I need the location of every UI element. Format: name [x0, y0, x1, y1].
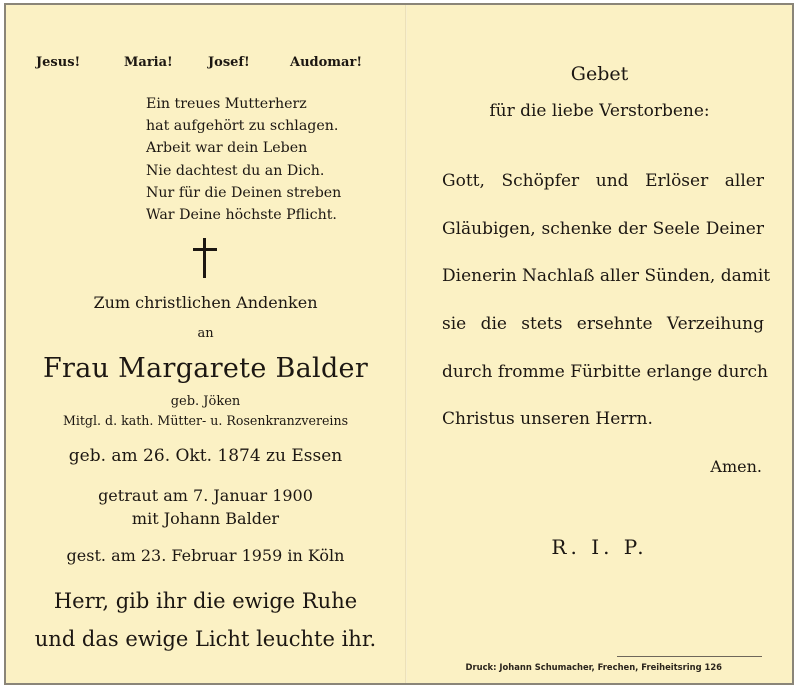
verse-line: hat aufgehört zu schlagen.	[146, 118, 339, 135]
right-panel	[407, 5, 792, 683]
prayer-line: Dienerin Nachlaß aller Sünden, damit	[442, 266, 771, 287]
death-info: gest. am 23. Februar 1959 in Köln	[66, 546, 345, 565]
spouse-info: mit Johann Balder	[131, 509, 280, 528]
latin-cross-icon	[193, 238, 217, 278]
prayer-title: Gebet	[570, 63, 629, 85]
amen: Amen.	[710, 457, 762, 476]
verse	[146, 93, 341, 226]
remembrance-heading: Zum christlichen Andenken	[93, 293, 318, 312]
prayer-line: Gott, Schöpfer und Erlöser aller	[442, 171, 764, 191]
prayer-text	[442, 158, 771, 444]
maiden-name: geb. Jöken	[170, 394, 241, 409]
an-text: an	[197, 326, 214, 341]
invocation-maria: Maria!	[124, 55, 173, 70]
birth-info: geb. am 26. Okt. 1874 zu Essen	[68, 446, 343, 466]
prayer-line: Gläubigen, schenke der Seele Deiner	[442, 218, 764, 239]
prayer-line: Christus unseren Herrn.	[442, 409, 653, 430]
rip: R. I. P.	[551, 535, 648, 559]
printer-credit: Druck: Johann Schumacher, Frechen, Freiheitsring 126	[465, 662, 722, 672]
closing-line-1: Herr, gib ihr die ewige Ruhe	[53, 589, 358, 613]
closing-line-2: und das ewige Licht leuchte ihr.	[34, 627, 377, 651]
printer-rule	[617, 656, 762, 657]
verse-line: Nur für die Deinen streben	[146, 184, 342, 201]
prayer-subtitle: für die liebe Verstorbene:	[489, 101, 710, 121]
left-panel	[6, 5, 405, 683]
invocation-audomar: Audomar!	[290, 55, 363, 70]
deceased-name: Frau Margarete Balder	[42, 353, 369, 384]
verse-line: War Deine höchste Pflicht.	[146, 207, 337, 224]
invocation-josef: Josef!	[208, 55, 250, 70]
verse-line: Ein treues Mutterherz	[146, 96, 307, 112]
memorial-card	[4, 3, 794, 685]
invocation-jesus: Jesus!	[36, 55, 81, 70]
verse-line: Nie dachtest du an Dich.	[146, 162, 325, 179]
verse-line: Arbeit war dein Leben	[146, 140, 308, 157]
prayer-line: sie die stets ersehnte Verzeihung	[442, 314, 764, 335]
membership: Mitgl. d. kath. Mütter- u. Rosenkranzvereins	[62, 413, 349, 428]
prayer-line: durch fromme Fürbitte erlange durch	[442, 361, 768, 382]
marriage-info: getraut am 7. Januar 1900	[98, 486, 313, 505]
